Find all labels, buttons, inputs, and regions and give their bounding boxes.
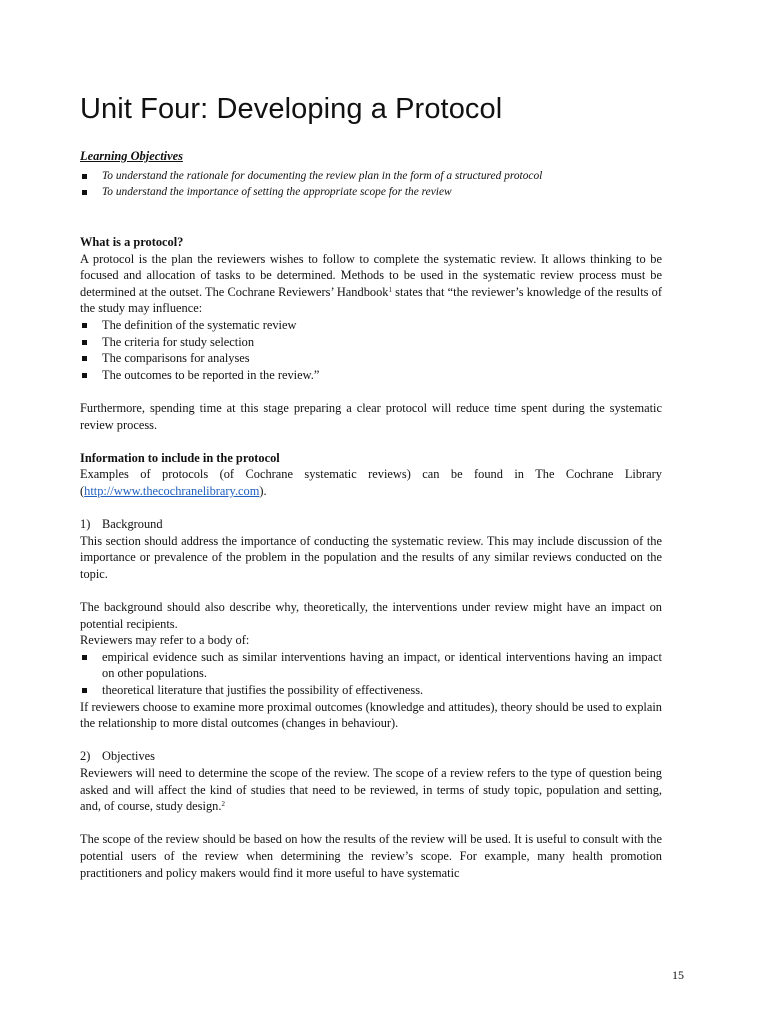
objectives-heading: 2) Objectives: [80, 749, 155, 764]
background-paragraph-4: If reviewers choose to examine more proximal outcomes (knowledge and attitudes), theory should be used to explain the relationship to more distal outcomes (changes in behaviour).: [80, 699, 662, 731]
list-item: The outcomes to be reported in the review.”: [80, 367, 662, 384]
objective-item: To understand the importance of setting the appropriate scope for the review: [80, 184, 662, 201]
evidence-list: [80, 649, 662, 699]
background-paragraph-1: This section should address the importance of conducting the systematic review. This may include discussion of the importance or prevalence of the problem in the population and the results of any similar reviews conducted on the topic.: [80, 533, 662, 581]
background-heading: 1) Background: [80, 517, 163, 532]
list-item: The definition of the systematic review: [80, 317, 662, 334]
objectives-paragraph-1: Reviewers will need to determine the scope of the review. The scope of a review refers to the type of question being asked and will affect the kind of studies that need to be reviewed, in terms of study topic, population and setting, and, of course, study design.$^2$: [80, 765, 662, 814]
objective-item: To understand the rationale for documenting the review plan in the form of a structured protocol: [80, 168, 662, 185]
info-paragraph: Examples of protocols (of Cochrane systematic reviews) can be found in The Cochrane Library (http://www.thecochranelibrary.com).: [80, 467, 662, 498]
list-item: empirical evidence such as similar interventions having an impact, or identical interventions having an impact on other populations.: [80, 649, 662, 682]
list-item: The criteria for study selection: [80, 334, 662, 351]
footnote-ref: 1: [388, 285, 392, 294]
background-paragraph-3: Reviewers may refer to a body of:: [80, 633, 250, 648]
list-item: theoretical literature that justifies the possibility of effectiveness.: [80, 682, 662, 699]
info-heading: Information to include in the protocol: [80, 450, 280, 465]
protocol-heading: What is a protocol?: [80, 234, 184, 249]
cochrane-library-link[interactable]: http://www.thecochranelibrary.com: [84, 483, 260, 498]
learning-objectives-list: [80, 168, 662, 201]
footnote-ref: 2: [221, 800, 225, 809]
page-title: Unit Four: Developing a Protocol: [80, 93, 503, 126]
list-item: The comparisons for analyses: [80, 350, 662, 367]
page-number: 15: [672, 968, 684, 982]
page-body: [80, 148, 662, 881]
learning-objectives-heading: Learning Objectives: [80, 149, 183, 163]
objectives-paragraph-2: The scope of the review should be based on how the results of the review will be used. It is useful to consult with the potential users of the review when determining the review’s scope. For example, many health promotion practitioners and policy makers would find it more useful to have systematic: [80, 832, 662, 880]
furthermore-paragraph: Furthermore, spending time at this stage preparing a clear protocol will reduce time spent during the systematic review process.: [80, 400, 662, 432]
influence-list: [80, 317, 662, 383]
protocol-paragraph: A protocol is the plan the reviewers wishes to follow to complete the systematic review. It allows thinking to be focused and allocation of tasks to be determined. Methods to be used in the systematic review process must be determined at the outset. The Cochrane Reviewers’ Handbook$^1$ states that “the reviewer’s knowledge of the results of the study may influence:: [80, 251, 662, 316]
background-paragraph-2: The background should also describe why, theoretically, the interventions under review might have an impact on potential recipients.: [80, 600, 662, 631]
